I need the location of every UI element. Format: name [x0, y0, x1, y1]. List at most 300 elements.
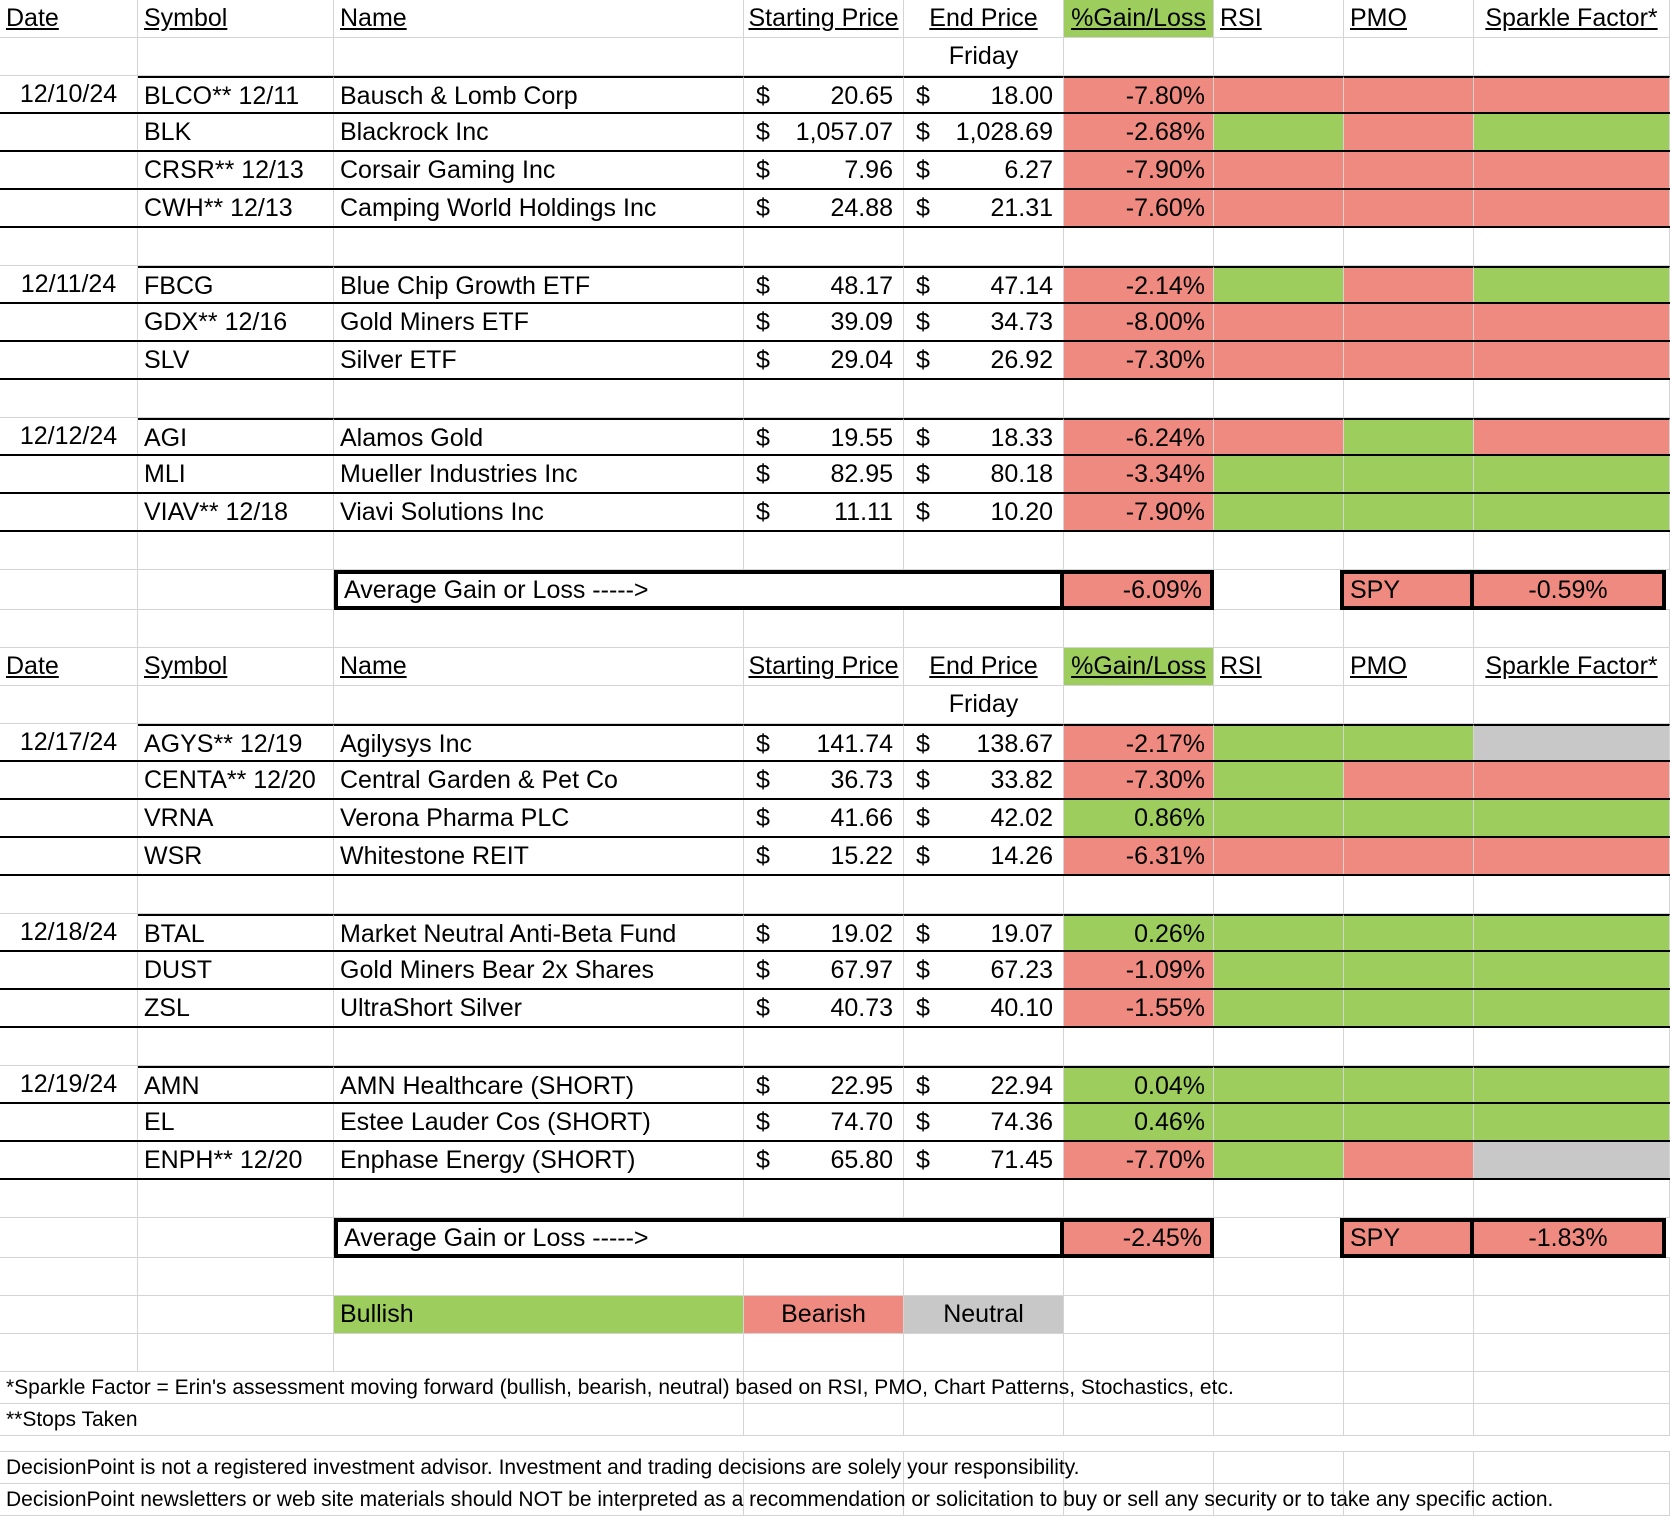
row-name: Agilysys Inc [334, 724, 744, 760]
row-starting-price [744, 1142, 904, 1178]
row-gain-loss: 0.26% [1064, 914, 1214, 950]
row-date: 12/11/24 [0, 266, 138, 302]
symbol-empty-cell [138, 686, 334, 723]
row-symbol: DUST [138, 952, 334, 988]
start-amount: 65.80 [830, 1146, 893, 1174]
rsi-empty-cell [1214, 1258, 1344, 1295]
table-row [0, 838, 1670, 876]
date-empty-cell [0, 1180, 138, 1217]
symbol-empty-cell [138, 610, 334, 647]
table-row [0, 190, 1670, 228]
legend-row [0, 1296, 1670, 1334]
sparkle-empty-cell [1474, 38, 1670, 75]
end-empty-cell [904, 1258, 1064, 1295]
currency-symbol: $ [916, 1146, 930, 1174]
spacer-row [0, 1180, 1670, 1218]
gain-empty-cell [1064, 686, 1214, 723]
pmo-indicator [1344, 114, 1474, 150]
rsi-indicator [1214, 304, 1344, 340]
end-amount: 6.27 [1004, 156, 1053, 184]
spacer-row [0, 228, 1670, 266]
sparkle-indicator [1474, 1142, 1670, 1178]
row-starting-price [744, 914, 904, 950]
row-end-price [904, 1142, 1064, 1178]
header-starting-price: Starting Price [744, 0, 904, 37]
header-pmo: PMO [1344, 648, 1474, 685]
table-row [0, 152, 1670, 190]
row-starting-price [744, 76, 904, 112]
gain-empty-cell [1064, 610, 1214, 647]
start-empty-cell [744, 1180, 904, 1217]
end-amount: 80.18 [990, 460, 1053, 488]
rsi-indicator [1214, 266, 1344, 302]
header-row [0, 648, 1670, 686]
date-empty-cell [0, 190, 138, 226]
header-friday: Friday [904, 38, 1064, 75]
header-end-price: End Price [904, 0, 1064, 37]
end-empty-cell [904, 228, 1064, 265]
spacer-row [0, 1028, 1670, 1066]
rsi-indicator [1214, 990, 1344, 1026]
row-gain-loss: -3.34% [1064, 456, 1214, 492]
sparkle-empty-cell [1474, 876, 1670, 913]
row-symbol: VRNA [138, 800, 334, 836]
pmo-empty-cell [1344, 1258, 1474, 1295]
average-value: -6.09% [1060, 574, 1210, 606]
row-gain-loss: -7.70% [1064, 1142, 1214, 1178]
table-row [0, 1066, 1670, 1104]
row-name: Whitestone REIT [334, 838, 744, 874]
legend-neutral: Neutral [904, 1296, 1064, 1333]
date-empty-cell [0, 114, 138, 150]
pmo-empty-cell [1344, 38, 1474, 75]
pmo-indicator [1344, 800, 1474, 836]
end-amount: 138.67 [976, 730, 1053, 758]
row-starting-price [744, 114, 904, 150]
disclaimer-line-2-text: DecisionPoint newsletters or web site materials should NOT be interpreted as a recommendation or solicitation to buy or sell any security or to take any specific action. [6, 1488, 1554, 1511]
header-rsi: RSI [1214, 0, 1344, 37]
pmo-empty-cell [1344, 1296, 1474, 1333]
date-empty-cell [0, 800, 138, 836]
currency-symbol: $ [916, 730, 930, 758]
row-date: 12/12/24 [0, 418, 138, 454]
name-empty-cell [334, 610, 744, 647]
pmo-indicator [1344, 152, 1474, 188]
symbol-empty-cell [138, 1028, 334, 1065]
row-starting-price [744, 952, 904, 988]
stops-note-text: **Stops Taken [6, 1408, 138, 1431]
currency-symbol: $ [756, 118, 770, 146]
row-end-price [904, 304, 1064, 340]
pmo-indicator [1344, 762, 1474, 798]
name-empty-cell [334, 1028, 744, 1065]
row-starting-price [744, 838, 904, 874]
row-symbol: AGI [138, 418, 334, 454]
row-name: Mueller Industries Inc [334, 456, 744, 492]
rsi-indicator [1214, 76, 1344, 112]
start-amount: 29.04 [830, 346, 893, 374]
end-empty-cell [904, 532, 1064, 569]
rsi-empty-cell [1214, 38, 1344, 75]
currency-symbol: $ [916, 460, 930, 488]
symbol-empty-cell [138, 1180, 334, 1217]
header-date: Date [0, 0, 138, 37]
row-gain-loss: -1.55% [1064, 990, 1214, 1026]
currency-symbol: $ [916, 766, 930, 794]
pmo-indicator [1344, 304, 1474, 340]
start-empty-cell [744, 228, 904, 265]
row-date: 12/17/24 [0, 724, 138, 760]
pmo-indicator [1344, 456, 1474, 492]
start-empty-cell [744, 876, 904, 913]
header-sparkle-factor: Sparkle Factor* [1474, 0, 1670, 37]
rsi-indicator [1214, 418, 1344, 454]
date-empty-cell [0, 38, 138, 75]
rsi-empty-cell [1214, 1334, 1344, 1371]
rsi-indicator [1214, 494, 1344, 530]
sparkle-empty-cell [1474, 1296, 1670, 1333]
row-symbol: SLV [138, 342, 334, 378]
spy-box [1340, 1218, 1666, 1258]
row-gain-loss: -7.30% [1064, 342, 1214, 378]
row-gain-loss: -7.30% [1064, 762, 1214, 798]
pmo-indicator [1344, 838, 1474, 874]
row-symbol: EL [138, 1104, 334, 1140]
currency-symbol: $ [756, 194, 770, 222]
pmo-indicator [1344, 952, 1474, 988]
end-amount: 71.45 [990, 1146, 1053, 1174]
currency-symbol: $ [916, 804, 930, 832]
pmo-indicator [1344, 914, 1474, 950]
row-starting-price [744, 1066, 904, 1102]
pmo-empty-cell [1344, 228, 1474, 265]
row-starting-price [744, 990, 904, 1026]
gain-empty-cell [1064, 1258, 1214, 1295]
row-name: Alamos Gold [334, 418, 744, 454]
rsi-empty-cell [1214, 1180, 1344, 1217]
pmo-indicator [1344, 990, 1474, 1026]
pmo-empty-cell [1344, 380, 1474, 417]
header-row [0, 0, 1670, 38]
currency-symbol: $ [756, 1072, 770, 1100]
currency-symbol: $ [916, 994, 930, 1022]
start-empty-cell [744, 686, 904, 723]
row-date: 12/10/24 [0, 76, 138, 112]
row-starting-price [744, 266, 904, 302]
row-gain-loss: -2.17% [1064, 724, 1214, 760]
pmo-empty-cell [1344, 610, 1474, 647]
row-symbol: AMN [138, 1066, 334, 1102]
row-end-price [904, 952, 1064, 988]
sparkle-empty-cell [1474, 380, 1670, 417]
average-value: -2.45% [1060, 1222, 1210, 1254]
date-empty-cell [0, 610, 138, 647]
row-name: Enphase Energy (SHORT) [334, 1142, 744, 1178]
header-friday: Friday [904, 686, 1064, 723]
pmo-empty-cell [1344, 686, 1474, 723]
average-row [0, 570, 1670, 610]
sparkle-empty-cell [1474, 1334, 1670, 1371]
currency-symbol: $ [756, 272, 770, 300]
date-empty-cell [0, 456, 138, 492]
row-name: Blackrock Inc [334, 114, 744, 150]
legend-bearish: Bearish [744, 1296, 904, 1333]
pmo-indicator [1344, 342, 1474, 378]
currency-symbol: $ [916, 1108, 930, 1136]
start-amount: 36.73 [830, 766, 893, 794]
stops-note [0, 1404, 1670, 1436]
average-label: Average Gain or Loss -----> [344, 576, 649, 604]
sparkle-empty-cell [1474, 1180, 1670, 1217]
currency-symbol: $ [916, 1072, 930, 1100]
row-end-price [904, 1066, 1064, 1102]
row-gain-loss: 0.46% [1064, 1104, 1214, 1140]
row-symbol: ZSL [138, 990, 334, 1026]
pmo-indicator [1344, 724, 1474, 760]
date-empty-cell [0, 228, 138, 265]
start-amount: 48.17 [830, 272, 893, 300]
end-amount: 47.14 [990, 272, 1053, 300]
rsi-empty-cell [1214, 532, 1344, 569]
pmo-indicator [1344, 1104, 1474, 1140]
rsi-indicator [1214, 456, 1344, 492]
header-symbol: Symbol [138, 648, 334, 685]
currency-symbol: $ [916, 272, 930, 300]
date-empty-cell [0, 1142, 138, 1178]
row-symbol: BTAL [138, 914, 334, 950]
pmo-indicator [1344, 190, 1474, 226]
row-starting-price [744, 762, 904, 798]
sparkle-empty-cell [1474, 686, 1670, 723]
start-amount: 7.96 [844, 156, 893, 184]
pmo-indicator [1344, 1142, 1474, 1178]
row-name: Verona Pharma PLC [334, 800, 744, 836]
row-symbol: WSR [138, 838, 334, 874]
currency-symbol: $ [916, 308, 930, 336]
end-amount: 10.20 [990, 498, 1053, 526]
row-name: Corsair Gaming Inc [334, 152, 744, 188]
currency-symbol: $ [756, 730, 770, 758]
pmo-empty-cell [1344, 1180, 1474, 1217]
symbol-empty-cell [138, 1218, 334, 1257]
pmo-indicator [1344, 418, 1474, 454]
pmo-indicator [1344, 76, 1474, 112]
gain-empty-cell [1064, 1296, 1214, 1333]
symbol-empty-cell [138, 1296, 334, 1333]
end-amount: 18.00 [990, 82, 1053, 110]
row-starting-price [744, 494, 904, 530]
sparkle-indicator [1474, 418, 1670, 454]
row-name: Market Neutral Anti-Beta Fund [334, 914, 744, 950]
row-end-price [904, 724, 1064, 760]
currency-symbol: $ [916, 498, 930, 526]
sparkle-indicator [1474, 114, 1670, 150]
disclaimer-line-1 [0, 1452, 1670, 1484]
end-empty-cell [904, 1028, 1064, 1065]
sparkle-note-text: *Sparkle Factor = Erin's assessment moving forward (bullish, bearish, neutral) based on RSI, PMO, Chart Patterns, Stochastics, etc. [6, 1376, 1234, 1399]
end-amount: 40.10 [990, 994, 1053, 1022]
spy-value: -0.59% [1474, 574, 1662, 606]
table-row [0, 952, 1670, 990]
name-empty-cell [334, 686, 744, 723]
sparkle-indicator [1474, 76, 1670, 112]
rsi-indicator [1214, 914, 1344, 950]
row-end-price [904, 342, 1064, 378]
end-amount: 18.33 [990, 424, 1053, 452]
header-date: Date [0, 648, 138, 685]
end-empty-cell [904, 380, 1064, 417]
row-name: UltraShort Silver [334, 990, 744, 1026]
start-amount: 82.95 [830, 460, 893, 488]
rsi-indicator [1214, 762, 1344, 798]
rsi-indicator [1214, 114, 1344, 150]
row-name: Gold Miners ETF [334, 304, 744, 340]
rsi-empty-cell [1214, 686, 1344, 723]
row-end-price [904, 190, 1064, 226]
gain-empty-cell [1064, 1180, 1214, 1217]
sparkle-indicator [1474, 1104, 1670, 1140]
spy-value: -1.83% [1474, 1222, 1662, 1254]
row-starting-price [744, 724, 904, 760]
currency-symbol: $ [756, 766, 770, 794]
end-amount: 26.92 [990, 346, 1053, 374]
start-empty-cell [744, 1334, 904, 1371]
start-amount: 1,057.07 [795, 118, 893, 146]
table-row [0, 990, 1670, 1028]
disclaimer-line-2 [0, 1484, 1670, 1516]
start-empty-cell [744, 38, 904, 75]
date-empty-cell [0, 876, 138, 913]
start-amount: 11.11 [834, 498, 893, 526]
symbol-empty-cell [138, 1334, 334, 1371]
row-name: Camping World Holdings Inc [334, 190, 744, 226]
row-starting-price [744, 190, 904, 226]
date-empty-cell [0, 342, 138, 378]
sparkle-indicator [1474, 952, 1670, 988]
header-name: Name [334, 0, 744, 37]
end-amount: 1,028.69 [955, 118, 1053, 146]
currency-symbol: $ [756, 956, 770, 984]
rsi-indicator [1214, 952, 1344, 988]
table-row [0, 266, 1670, 304]
pmo-indicator [1344, 494, 1474, 530]
row-starting-price [744, 418, 904, 454]
spacer-row [0, 532, 1670, 570]
start-amount: 22.95 [830, 1072, 893, 1100]
sparkle-indicator [1474, 304, 1670, 340]
gain-empty-cell [1064, 876, 1214, 913]
sparkle-indicator [1474, 762, 1670, 798]
start-empty-cell [744, 532, 904, 569]
row-starting-price [744, 456, 904, 492]
table-row [0, 724, 1670, 762]
date-empty-cell [0, 570, 138, 609]
header-gain-loss: %Gain/Loss [1064, 0, 1214, 37]
start-amount: 74.70 [830, 1108, 893, 1136]
start-amount: 141.74 [816, 730, 893, 758]
row-symbol: AGYS** 12/19 [138, 724, 334, 760]
row-symbol: CRSR** 12/13 [138, 152, 334, 188]
table-row [0, 456, 1670, 494]
sparkle-empty-cell [1474, 610, 1670, 647]
row-end-price [904, 762, 1064, 798]
date-empty-cell [0, 1104, 138, 1140]
currency-symbol: $ [756, 1146, 770, 1174]
currency-symbol: $ [916, 920, 930, 948]
name-empty-cell [334, 876, 744, 913]
row-end-price [904, 990, 1064, 1026]
start-amount: 40.73 [830, 994, 893, 1022]
currency-symbol: $ [916, 346, 930, 374]
row-symbol: CWH** 12/13 [138, 190, 334, 226]
rsi-indicator [1214, 1104, 1344, 1140]
row-end-price [904, 494, 1064, 530]
sparkle-indicator [1474, 266, 1670, 302]
symbol-empty-cell [138, 380, 334, 417]
currency-symbol: $ [756, 842, 770, 870]
end-amount: 22.94 [990, 1072, 1053, 1100]
row-gain-loss: -7.60% [1064, 190, 1214, 226]
currency-symbol: $ [756, 920, 770, 948]
row-end-price [904, 1104, 1064, 1140]
row-symbol: ENPH** 12/20 [138, 1142, 334, 1178]
row-date: 12/19/24 [0, 1066, 138, 1102]
date-empty-cell [0, 1334, 138, 1371]
rsi-indicator [1214, 152, 1344, 188]
sparkle-indicator [1474, 342, 1670, 378]
rsi-indicator [1214, 190, 1344, 226]
header-starting-price: Starting Price [744, 648, 904, 685]
sparkle-indicator [1474, 494, 1670, 530]
end-amount: 42.02 [990, 804, 1053, 832]
currency-symbol: $ [916, 118, 930, 146]
rsi-empty-cell [1214, 610, 1344, 647]
row-gain-loss: -8.00% [1064, 304, 1214, 340]
spy-label: SPY [1344, 574, 1474, 606]
row-end-price [904, 152, 1064, 188]
date-empty-cell [0, 1218, 138, 1257]
sparkle-indicator [1474, 800, 1670, 836]
table-row [0, 1104, 1670, 1142]
table-row [0, 1142, 1670, 1180]
row-name: Central Garden & Pet Co [334, 762, 744, 798]
row-starting-price [744, 800, 904, 836]
end-amount: 21.31 [990, 194, 1053, 222]
header-pmo: PMO [1344, 0, 1474, 37]
rsi-empty-cell [1214, 380, 1344, 417]
gain-empty-cell [1064, 532, 1214, 569]
date-empty-cell [0, 152, 138, 188]
legend-bullish: Bullish [334, 1296, 744, 1333]
date-empty-cell [0, 1258, 138, 1295]
start-empty-cell [744, 1258, 904, 1295]
table-row [0, 762, 1670, 800]
end-empty-cell [904, 1180, 1064, 1217]
row-end-price [904, 800, 1064, 836]
name-empty-cell [334, 228, 744, 265]
name-empty-cell [334, 1258, 744, 1295]
end-amount: 33.82 [990, 766, 1053, 794]
average-label: Average Gain or Loss -----> [344, 1224, 649, 1252]
end-amount: 34.73 [990, 308, 1053, 336]
end-empty-cell [904, 610, 1064, 647]
row-name: Gold Miners Bear 2x Shares [334, 952, 744, 988]
rsi-empty-cell [1214, 1296, 1344, 1333]
row-end-price [904, 456, 1064, 492]
row-symbol: CENTA** 12/20 [138, 762, 334, 798]
subheader-row [0, 38, 1670, 76]
row-gain-loss: -2.68% [1064, 114, 1214, 150]
